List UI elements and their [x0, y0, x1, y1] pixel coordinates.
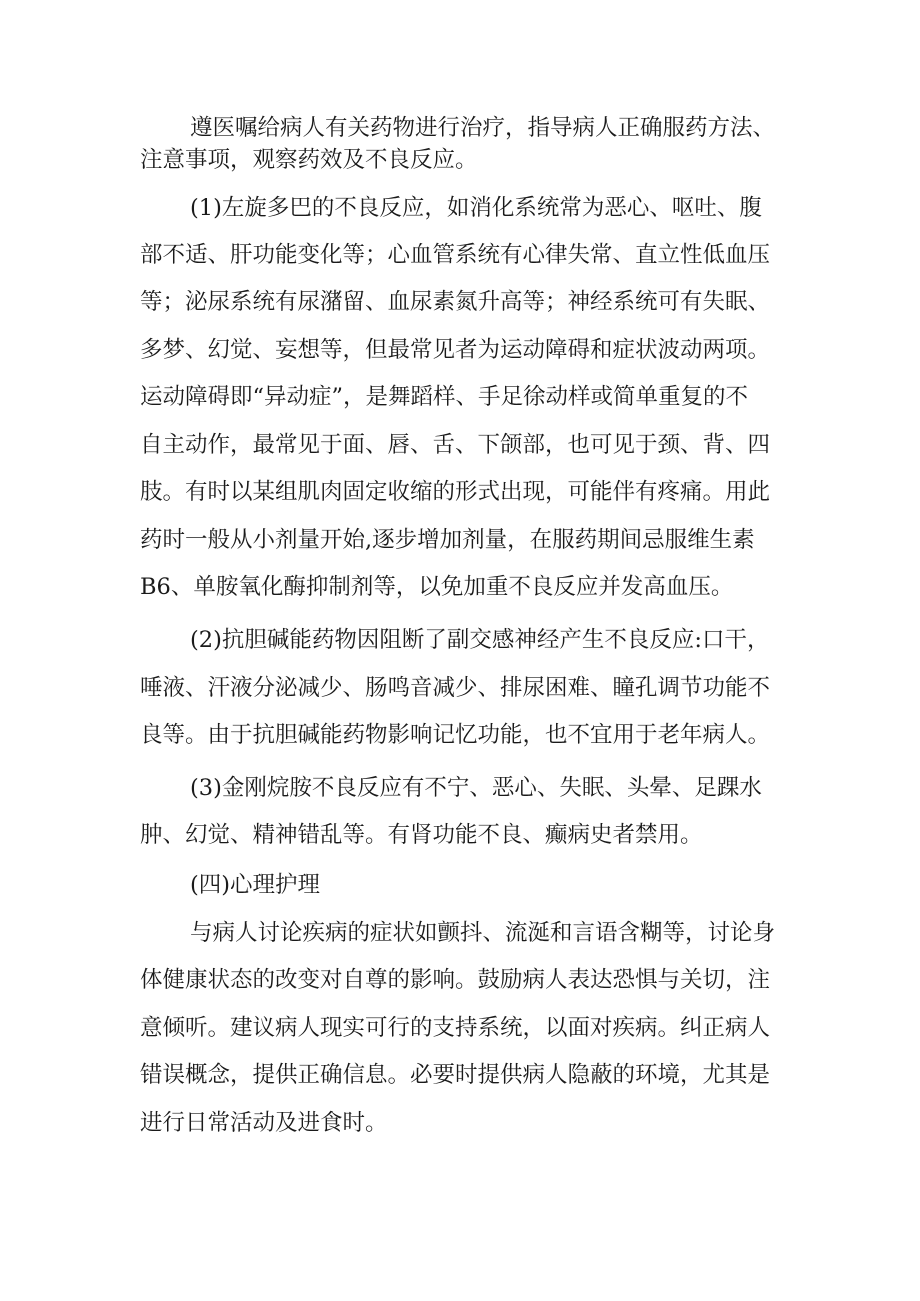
text-line: 药时一般从小剂量开始,逐步增加剂量，在服药期间忌服维生素	[140, 527, 755, 553]
text-line: (2)抗胆碱能药物因阻断了副交感神经产生不良反应:口干，	[190, 627, 770, 653]
text-line: 等；泌尿系统有尿潴留、血尿素氮升高等；神经系统可有失眠、	[140, 289, 771, 315]
section-heading: (四)心理护理	[190, 872, 321, 898]
text-line: 唾液、汗液分泌减少、肠鸣音减少、排尿困难、瞳孔调节功能不	[140, 675, 771, 701]
text-line: 良等。由于抗胆碱能药物影响记忆功能，也不宜用于老年病人。	[140, 722, 771, 748]
text-line: 部不适、肝功能变化等；心血管系统有心律失常、直立性低血压	[140, 242, 771, 268]
text-line: 肢。有时以某组肌肉固定收缩的形式出现，可能伴有疼痛。用此	[140, 479, 771, 505]
text-line: 多梦、幻觉、妄想等，但最常见者为运动障碍和症状波动两项。	[140, 337, 771, 363]
text-line: 自主动作，最常见于面、唇、舌、下颌部，也可见于颈、背、四	[140, 432, 771, 458]
text-line: 肿、幻觉、精神错乱等。有肾功能不良、癫病史者禁用。	[140, 822, 703, 848]
text-line: 意倾听。建议病人现实可行的支持系统，以面对疾病。纠正病人	[140, 1015, 771, 1041]
text-line: 与病人讨论疾病的症状如颤抖、流涎和言语含糊等，讨论身	[190, 920, 776, 946]
text-line: 进行日常活动及进食时。	[140, 1110, 388, 1136]
text-line: 体健康状态的改变对自尊的影响。鼓励病人表达恐惧与关切，注	[140, 967, 771, 993]
text-line: 注意事项，观察药效及不良反应。	[140, 147, 478, 173]
text-line: B6、单胺氧化酶抑制剂等，以免加重不良反应并发高血压。	[140, 574, 734, 600]
text-line: 错误概念，提供正确信息。必要时提供病人隐蔽的环境，尤其是	[140, 1062, 771, 1088]
text-line: (3)金刚烷胺不良反应有不宁、恶心、失眠、头晕、足踝水	[190, 775, 762, 801]
text-line: 运动障碍即“异动症”，是舞蹈样、手足徐动样或简单重复的不	[140, 384, 749, 410]
text-line: 遵医嘱给病人有关药物进行治疗，指导病人正确服药方法、	[190, 115, 776, 141]
text-line: (1)左旋多巴的不良反应，如消化系统常为恶心、呕吐、腹	[190, 195, 762, 221]
